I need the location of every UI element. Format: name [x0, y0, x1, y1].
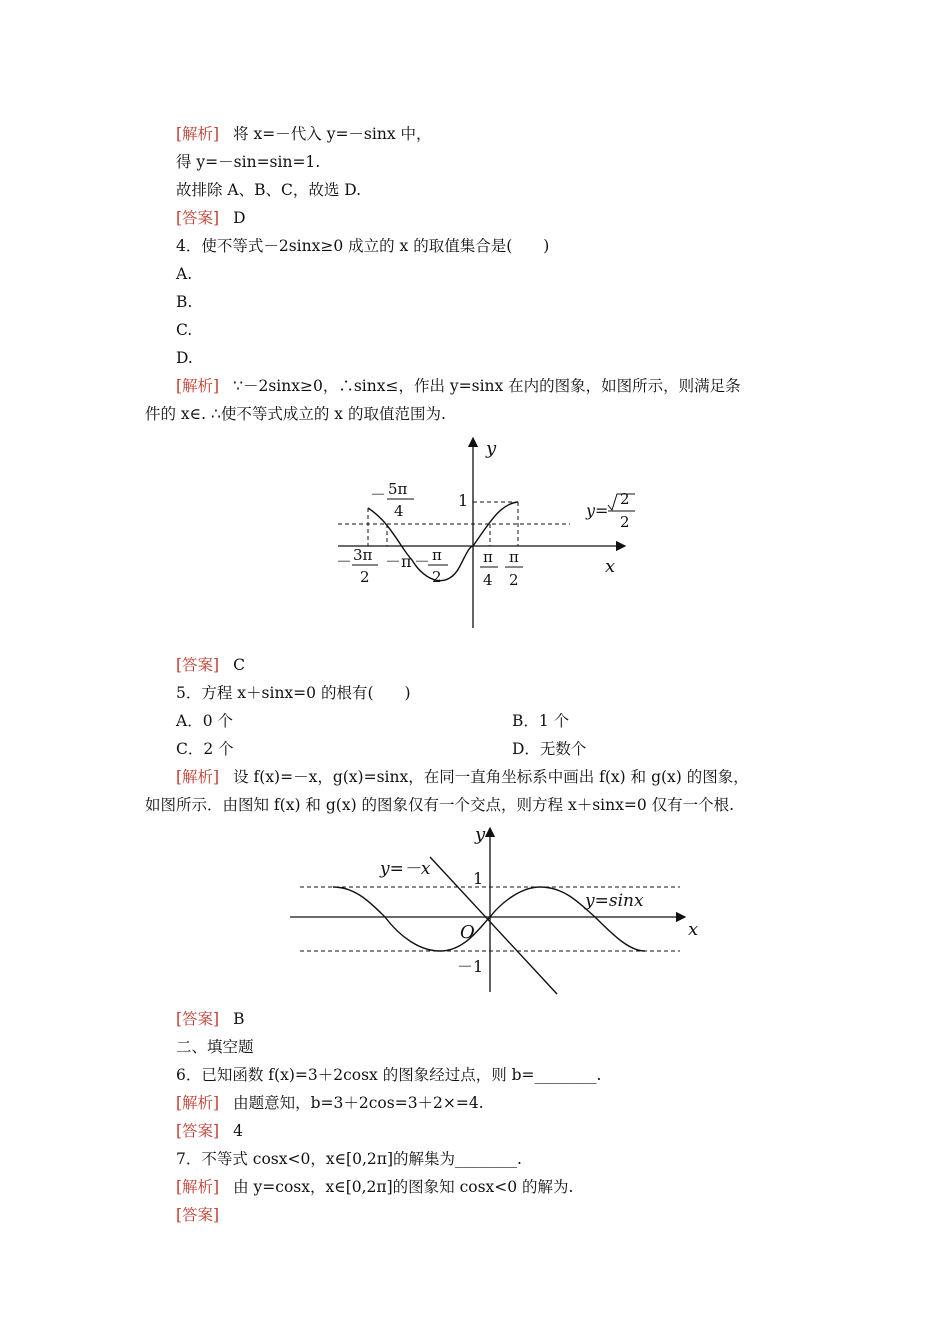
label-neg-pi-2-den: 2	[432, 568, 442, 586]
option-c: C．2 个	[176, 740, 234, 758]
y-axis-label: y	[475, 824, 486, 845]
answer-tag: [答案]	[176, 1206, 220, 1224]
label-sqrt2-num: 2	[620, 490, 630, 508]
analysis-5: [解析] 设 f(x)=－x，g(x)=sinx，在同一直角坐标系中画出 f(x) 和 g(x) 的图象，	[176, 768, 749, 786]
analysis-4: [解析] ∵－2sinx≥0，∴sinx≤，作出 y=sinx 在内的图象，如图所示，则满足条	[176, 377, 741, 395]
analysis-tag: [解析]	[176, 125, 220, 143]
figure-sine-and-line	[285, 822, 705, 997]
label-sqrt2-den: 2	[620, 513, 630, 531]
x-axis-label: x	[688, 919, 699, 940]
answer-line-4: [答案] C	[176, 656, 245, 674]
option-c: C.	[176, 321, 193, 339]
origin-label: O	[460, 922, 475, 943]
analysis-tag: [解析]	[176, 1178, 220, 1196]
answer-tag: [答案]	[176, 656, 220, 674]
y-axis-label: y	[486, 438, 497, 459]
sine-label: y=sinx	[585, 891, 644, 911]
line-label: y=－x	[380, 859, 431, 879]
analysis-7: [解析] 由 y=cosx，x∈[0,2π]的图象知 cosx<0 的解为.	[176, 1178, 574, 1196]
tick-one: 1	[458, 491, 469, 510]
answer-line-7	[176, 1205, 233, 1225]
analysis-tag: [解析]	[176, 377, 220, 395]
neg-sign: －	[414, 552, 431, 571]
answer-line-3: [答案] D	[176, 209, 246, 227]
question-4: 4．使不等式－2sinx≥0 成立的 x 的取值集合是( )	[176, 237, 550, 255]
answer-tag: [答案]	[176, 1010, 220, 1028]
question-7: 7．不等式 cosx<0，x∈[0,2π]的解集为________.	[176, 1150, 522, 1168]
answer-tag: [答案]	[176, 1122, 220, 1140]
label-neg-3pi-2-den: 2	[360, 568, 370, 586]
neg-sign: －	[370, 485, 387, 504]
label-neg-pi: －π	[385, 552, 412, 571]
answer-line-5: [答案] B	[176, 1010, 245, 1028]
analysis-tag: [解析]	[176, 1094, 220, 1112]
option-b: B．1 个	[512, 712, 570, 730]
label-pi-2-den: 2	[509, 571, 519, 589]
label-neg-5pi-4-den: 4	[394, 502, 404, 520]
question-6: 6．已知函数 f(x)=3＋2cosx 的图象经过点，则 b=________.	[176, 1066, 602, 1084]
tick-one: 1	[473, 869, 484, 888]
label-pi-4-den: 4	[483, 571, 493, 589]
section-heading: 二、填空题	[176, 1038, 254, 1056]
option-d: D.	[176, 349, 193, 367]
line-neg-x	[430, 857, 557, 994]
answer-line-6: [答案] 4	[176, 1122, 243, 1140]
option-b: B.	[176, 293, 193, 311]
analysis-tag: [解析]	[176, 768, 220, 786]
option-a: A.	[176, 265, 193, 283]
option-d: D．无数个	[512, 740, 587, 758]
label-neg-pi-2-num: π	[432, 546, 442, 564]
analysis-5-cont: 如图所示．由图知 f(x) 和 g(x) 的图象仅有一个交点，则方程 x＋sinx=0 仅有一个根.	[145, 796, 735, 814]
answer-tag: [答案]	[176, 209, 220, 227]
analysis-6: [解析] 由题意知，b=3＋2cos=3＋2×=4.	[176, 1094, 484, 1112]
option-a: A．0 个	[176, 712, 233, 730]
question-5: 5．方程 x＋sinx=0 的根有( )	[176, 684, 411, 702]
figure-sine-inequality	[330, 432, 640, 632]
tick-neg-one: －1	[457, 957, 484, 976]
neg-sign: －	[336, 552, 353, 571]
label-neg-3pi-2-num: 3π	[353, 546, 373, 564]
label-pi-4-num: π	[483, 548, 493, 566]
line-text: 得 y=－sin=sin=1.	[176, 153, 321, 171]
line-analysis-3: [解析] 将 x=－代入 y=－sinx 中，	[176, 125, 432, 143]
label-neg-5pi-4-num: 5π	[388, 480, 408, 498]
line-text: 故排除 A、B、C，故选 D.	[176, 181, 362, 199]
label-pi-2-num: π	[509, 548, 519, 566]
analysis-4-cont: 件的 x∈. ∴使不等式成立的 x 的取值范围为.	[145, 405, 446, 423]
x-axis-label: x	[605, 556, 616, 577]
label-yeq: y=	[586, 501, 609, 520]
